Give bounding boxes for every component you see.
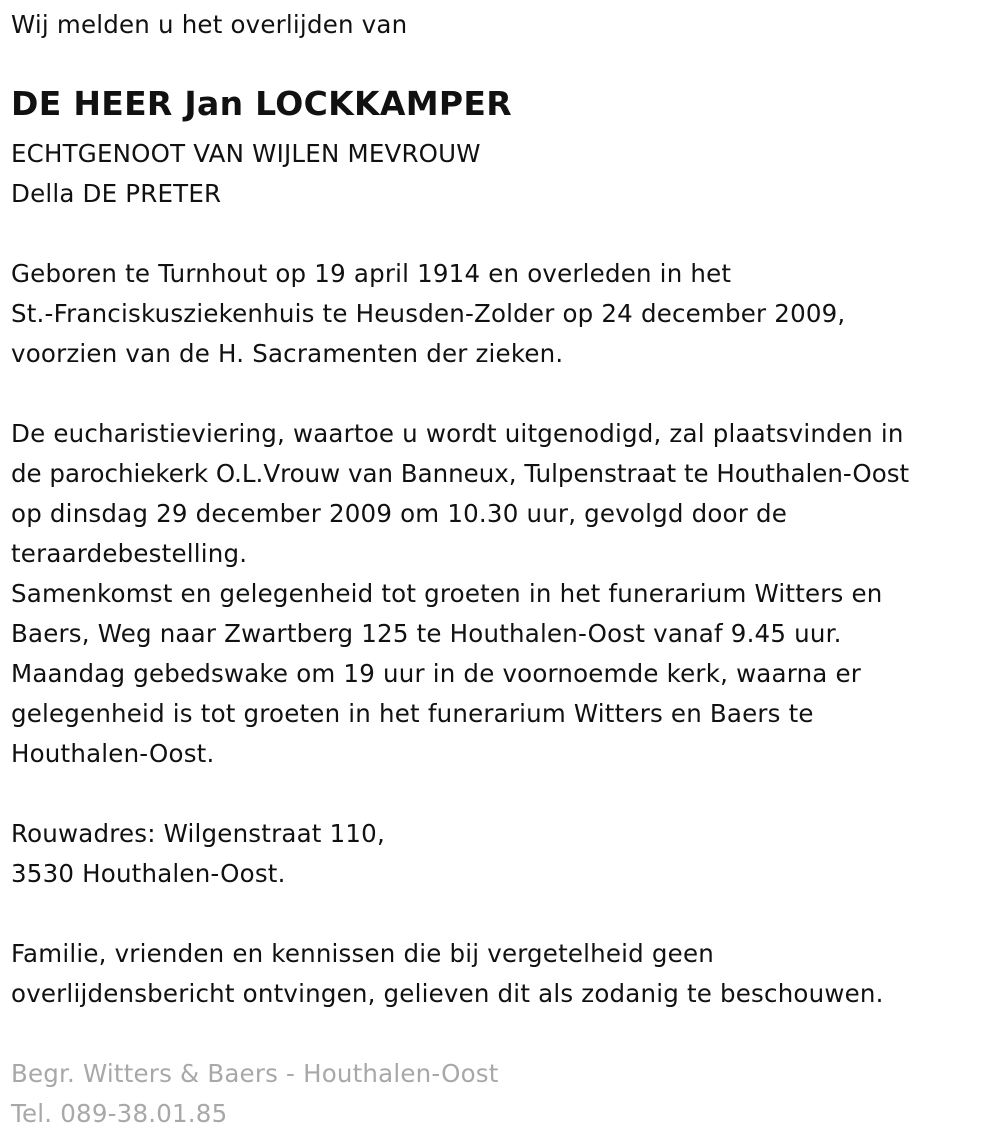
paragraph-line: gelegenheid is tot groeten in het funerarium Witters en Baers te [11, 699, 814, 728]
paragraph-line: Baers, Weg naar Zwartberg 125 te Houthalen-Oost vanaf 9.45 uur. [11, 619, 842, 648]
paragraph-line: voorzien van de H. Sacramenten der zieken. [11, 339, 564, 368]
paragraph-line: Maandag gebedswake om 19 uur in de voornoemde kerk, waarna er [11, 659, 862, 688]
paragraph-line: Samenkomst en gelegenheid tot groeten in het funerarium Witters en [11, 579, 883, 608]
spouse-line: ECHTGENOOT VAN WIJLEN MEVROUW [11, 139, 481, 168]
paragraph-line: op dinsdag 29 december 2009 om 10.30 uur, gevolgd door de [11, 499, 788, 528]
address-line: Rouwadres: Wilgenstraat 110, [11, 819, 385, 848]
spouse-block [11, 134, 481, 214]
address-line: 3530 Houthalen-Oost. [11, 859, 286, 888]
paragraph-line: de parochiekerk O.L.Vrouw van Banneux, Tulpenstraat te Houthalen-Oost [11, 459, 910, 488]
paragraph-line: overlijdensbericht ontvingen, gelieven dit als zodanig te beschouwen. [11, 979, 884, 1008]
family-note [11, 934, 884, 1014]
spouse-name: Della DE PRETER [11, 179, 222, 208]
paragraph-line: Geboren te Turnhout op 19 april 1914 en overleden in het [11, 259, 732, 288]
paragraph-line: St.-Franciskusziekenhuis te Heusden-Zolder op 24 december 2009, [11, 299, 846, 328]
undertaker-name: Begr. Witters & Baers - Houthalen-Oost [11, 1059, 499, 1088]
paragraph-line: Familie, vrienden en kennissen die bij vergetelheid geen [11, 939, 714, 968]
intro-text: Wij melden u het overlijden van [11, 10, 408, 39]
paragraph-line: De eucharistieviering, waartoe u wordt uitgenodigd, zal plaatsvinden in [11, 419, 904, 448]
birth-paragraph [11, 254, 845, 374]
mourning-address [11, 814, 385, 894]
paragraph-line: teraardebestelling. [11, 539, 248, 568]
paragraph-line: Houthalen-Oost. [11, 739, 215, 768]
undertaker-footer [11, 1054, 499, 1134]
deceased-name: DE HEER Jan LOCKKAMPER [11, 84, 512, 123]
ceremony-paragraph [11, 414, 909, 774]
undertaker-phone: Tel. 089-38.01.85 [11, 1099, 228, 1128]
